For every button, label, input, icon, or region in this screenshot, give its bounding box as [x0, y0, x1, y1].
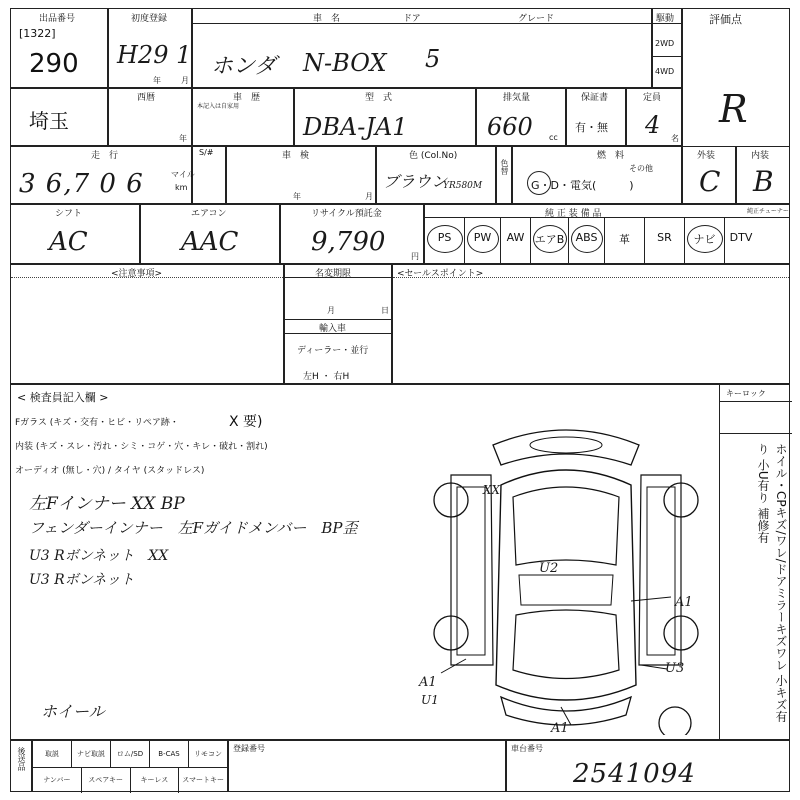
equipment-item [725, 217, 757, 263]
exterior-value: C [699, 165, 721, 198]
footer-item: B-CAS [150, 741, 189, 767]
color-code: YR580M [443, 181, 483, 191]
shift-value: AC [49, 227, 88, 257]
displacement-cell [476, 88, 566, 146]
auction-sheet [10, 8, 790, 792]
diagram-mark-u3: U3 [665, 661, 685, 676]
displacement-value: 660 [487, 113, 533, 141]
score-value: R [719, 87, 748, 131]
inspection-date-label: 車 検 [282, 151, 310, 161]
footer-item: ナビ取説 [72, 741, 111, 767]
color-label: 色 (Col.No) [409, 151, 458, 161]
reg-unit-y: 年 [153, 76, 161, 85]
footer-item: キーレス [131, 767, 180, 793]
fuel-options: G・D・電気( ) [531, 179, 634, 192]
capacity-value: 4 [645, 111, 661, 139]
shift-cell [10, 204, 140, 264]
fuel-other: その他 [629, 164, 653, 173]
fglass-mark: X 要) [229, 414, 263, 430]
inspection-month-unit: 月 [365, 192, 373, 201]
car-model: N-BOX [303, 49, 387, 77]
recycle-cell [280, 204, 424, 264]
equipment-cell [424, 204, 790, 264]
history-note: 本記入は自家用 [197, 103, 240, 110]
equipment-item [465, 217, 501, 263]
reg-unit-m: 月 [181, 76, 189, 85]
wheel-note: ホイール [41, 702, 105, 721]
region-cell [10, 88, 108, 146]
side-column [719, 385, 792, 741]
history-cell [192, 88, 294, 146]
western-year-unit: 年 [179, 134, 187, 143]
equipment-item-label: PS [437, 231, 452, 244]
equipment-circle-mark [571, 225, 603, 253]
ac-value: AAC [181, 227, 239, 257]
interior-condition-line: 内装 (キズ・スレ・汚れ・シミ・コゲ・穴・キレ・破れ・割れ) [15, 442, 268, 452]
color-change-cell [496, 146, 512, 204]
lot-cell [10, 8, 108, 88]
notes-cell [10, 264, 284, 384]
title-label: 名変期限 [315, 269, 352, 279]
reg-label: 初度登録 [131, 14, 168, 24]
grade-label: グレード [518, 14, 555, 24]
footer-side-label: 後送品 [17, 747, 26, 771]
equipment-item-label: エアB [534, 233, 565, 246]
exterior-cell [682, 146, 736, 204]
equipment-item [425, 217, 465, 263]
car-diagram [421, 415, 711, 735]
equipment-circle-mark [467, 225, 499, 253]
lot-label: 出品番号 [39, 14, 76, 24]
footer-items-top [33, 741, 227, 768]
ac-label: エアコン [191, 209, 227, 219]
model-code: DBA-JA1 [303, 113, 408, 141]
equipment-item [685, 217, 725, 263]
diagram-mark-a1-right: A1 [675, 595, 693, 610]
drive-2wd: 2WD [655, 39, 675, 48]
recycle-label: リサイクル預託金 [311, 209, 382, 219]
equipment-item-label: ABS [575, 231, 598, 244]
drive-4wd: 4WD [655, 67, 675, 76]
handle-label: 左H ・ 右H [303, 372, 350, 382]
mile-unit: マイル [171, 170, 195, 179]
sunroof-label: S/# [199, 148, 214, 157]
interior-value: B [753, 165, 774, 198]
equipment-item-label: 革 [619, 233, 630, 246]
km-unit: km [175, 183, 188, 192]
footer-side [10, 740, 32, 792]
footer-item: ナンバー [33, 767, 82, 793]
equipment-item [531, 217, 569, 263]
keyless-label: キーロック [726, 389, 766, 398]
fuel-circle-mark [527, 171, 551, 195]
mileage-value: 3 6,7 0 6 [19, 169, 144, 199]
exterior-label: 外装 [697, 151, 716, 161]
door-label: ドア [403, 14, 421, 24]
region: 埼玉 [29, 109, 69, 133]
equipment-circle-mark [533, 225, 567, 253]
ac-cell [140, 204, 280, 264]
inspection-note-4: U3 Rボンネット [29, 572, 135, 588]
import-label: 輸入車 [319, 324, 347, 334]
title-cell [284, 264, 392, 384]
inspection-year-unit: 年 [293, 192, 301, 201]
reg-number-cell [228, 740, 506, 792]
mileage-label: 走 行 [91, 151, 119, 161]
inspection-note-3: U3 Rボンネット XX [29, 548, 169, 564]
chassis-cell [506, 740, 790, 792]
fuel-label: 燃 料 [597, 151, 625, 161]
equipment-item-label: ナビ [693, 233, 716, 246]
fglass-line: Fガラス (キズ・交有・ヒビ・リペア跡・ [15, 418, 179, 428]
chassis-value: 2541094 [573, 759, 696, 789]
displacement-label: 排気量 [503, 93, 531, 103]
inspection-area [10, 384, 790, 740]
mileage-cell [10, 146, 195, 204]
footer-item: スマートキー [182, 776, 225, 784]
drive-label: 駆動 [656, 14, 675, 24]
inspection-note-1: 左Fインナー XX BP [29, 494, 185, 514]
side-text: ホイル・CPキズ/ワレ/ドアミラーキズワレ 小キズ有り 小U有り 補修有 [756, 443, 788, 723]
equipment-item-label: AW [506, 231, 525, 244]
diagram-mark-a1-bottom: A1 [551, 721, 569, 736]
title-day-unit: 日 [381, 306, 389, 315]
footer-items [32, 740, 228, 792]
diagram-mark-u1: U1 [421, 693, 439, 707]
diagram-mark-a1-left: A1 [419, 675, 437, 690]
equipment-circle-mark [427, 225, 463, 253]
footer-item: リモコン [194, 750, 222, 758]
model-code-cell [294, 88, 476, 146]
reg-cell [108, 8, 192, 88]
inspection-title: < 検査員記入欄 > [17, 391, 109, 404]
lot-sub: [1322] [19, 27, 56, 40]
capacity-label: 定員 [643, 93, 662, 103]
diagram-mark-u2: U2 [539, 561, 559, 576]
warranty-cell [566, 88, 626, 146]
yen-unit: 円 [411, 252, 419, 261]
door-value: 5 [425, 45, 441, 73]
color-cell [376, 146, 496, 204]
lot-number: 290 [29, 49, 79, 79]
inspection-date-cell [226, 146, 376, 204]
dealer-label: ディーラー・並行 [297, 346, 369, 356]
footer-item: 取説 [33, 741, 72, 767]
recycle-value: 9,790 [311, 227, 386, 257]
warranty-label: 保証書 [581, 93, 609, 103]
equipment-item [605, 217, 645, 263]
cc-unit: cc [549, 133, 558, 142]
inspection-note-2: フェンダーインナー 左Fガイドメンバー BP歪 [29, 519, 358, 537]
reg-number-label: 登録番号 [233, 744, 265, 753]
tuner-label: 純正チューナー [747, 208, 789, 215]
western-cell [108, 88, 192, 146]
western-label: 西暦 [137, 93, 156, 103]
sunroof-cell [192, 146, 226, 204]
equipment-item-label: PW [473, 231, 492, 244]
notes-label: <注意事項> [111, 269, 163, 279]
car-maker: ホンダ [211, 54, 277, 79]
color-value: ブラウン [383, 172, 448, 191]
color-change-label: 色替 [500, 159, 509, 175]
equipment-list [425, 217, 789, 263]
drive-cell [652, 8, 682, 88]
capacity-unit: 名 [671, 134, 679, 143]
equipment-item [501, 217, 531, 263]
model-code-label: 型 式 [365, 93, 393, 103]
footer-item: ロム/SD [111, 741, 150, 767]
equipment-item-label: SR [657, 231, 672, 244]
capacity-cell [626, 88, 682, 146]
car-name-label: 車 名 [313, 14, 341, 24]
equipment-item-label: DTV [729, 231, 753, 244]
history-label: 車 歴 [233, 93, 261, 103]
reg-value: H29 1 [117, 41, 192, 69]
sales-cell [392, 264, 790, 384]
sales-label: <セールスポイント> [397, 269, 484, 279]
audio-tire-line: オーディオ (無し・穴) / タイヤ (スタッドレス) [15, 466, 205, 476]
interior-cell [736, 146, 790, 204]
equipment-item [645, 217, 685, 263]
footer-items-bottom [33, 767, 227, 793]
equipment-label: 純 正 装 備 品 [545, 209, 602, 219]
diagram-mark-xx: XX [483, 483, 501, 497]
chassis-label: 車台番号 [511, 744, 543, 753]
footer-item: スペアキー [82, 767, 131, 793]
equipment-item [569, 217, 605, 263]
equipment-circle-mark [687, 225, 723, 253]
interior-label: 内装 [751, 151, 770, 161]
warranty-options: 有・無 [575, 121, 608, 134]
title-month-unit: 月 [327, 306, 335, 315]
fuel-cell [512, 146, 682, 204]
shift-label: シフト [55, 209, 83, 219]
score-label: 評価点 [709, 13, 742, 26]
car-name-cell [192, 8, 652, 88]
